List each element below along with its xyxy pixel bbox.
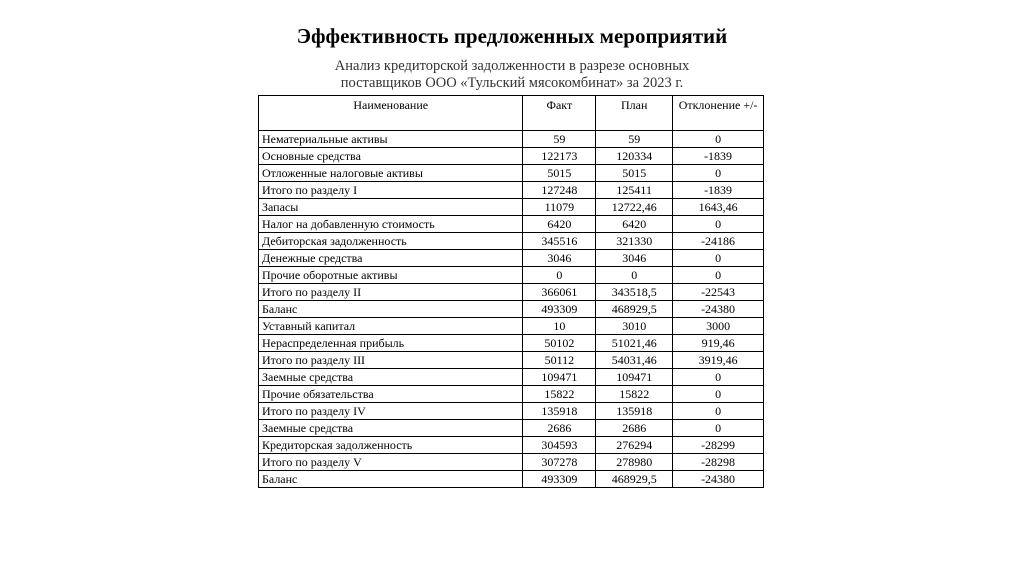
row-plan: 12722,46	[596, 199, 673, 216]
row-name: Уставный капитал	[259, 318, 523, 335]
table-row	[259, 369, 764, 386]
row-name: Нематериальные активы	[259, 131, 523, 148]
row-plan: 321330	[596, 233, 673, 250]
row-fact: 11079	[523, 199, 596, 216]
table-row	[259, 250, 764, 267]
table-row	[259, 318, 764, 335]
row-name: Итого по разделу IV	[259, 403, 523, 420]
row-name: Заемные средства	[259, 369, 523, 386]
row-fact: 50102	[523, 335, 596, 352]
row-deviation: 3000	[673, 318, 764, 335]
table-row	[259, 148, 764, 165]
row-plan: 109471	[596, 369, 673, 386]
table-row	[259, 437, 764, 454]
row-name: Дебиторская задолженность	[259, 233, 523, 250]
table-header-row	[259, 96, 764, 131]
row-fact: 122173	[523, 148, 596, 165]
row-deviation: 0	[673, 267, 764, 284]
header-plan: План	[596, 96, 673, 131]
table-row	[259, 182, 764, 199]
row-deviation: 0	[673, 420, 764, 437]
row-deviation: 1643,46	[673, 199, 764, 216]
row-name: Заемные средства	[259, 420, 523, 437]
row-deviation: 0	[673, 403, 764, 420]
row-name: Денежные средства	[259, 250, 523, 267]
row-deviation: 0	[673, 250, 764, 267]
row-deviation: 919,46	[673, 335, 764, 352]
table-row	[259, 386, 764, 403]
row-deviation: -28299	[673, 437, 764, 454]
row-fact: 3046	[523, 250, 596, 267]
row-fact: 10	[523, 318, 596, 335]
row-deviation: -24186	[673, 233, 764, 250]
table-caption-line-2: поставщиков ООО «Тульский мясокомбинат» за 2023 г.	[340, 75, 684, 91]
row-plan: 51021,46	[596, 335, 673, 352]
row-fact: 59	[523, 131, 596, 148]
row-fact: 127248	[523, 182, 596, 199]
table-row	[259, 199, 764, 216]
row-plan: 468929,5	[596, 471, 673, 488]
table-row	[259, 335, 764, 352]
table-row	[259, 267, 764, 284]
row-fact: 366061	[523, 284, 596, 301]
row-name: Баланс	[259, 471, 523, 488]
balance-table	[258, 95, 764, 488]
table-row	[259, 420, 764, 437]
row-fact: 493309	[523, 301, 596, 318]
row-fact: 5015	[523, 165, 596, 182]
row-deviation: 0	[673, 386, 764, 403]
row-fact: 493309	[523, 471, 596, 488]
row-fact: 109471	[523, 369, 596, 386]
table-row	[259, 233, 764, 250]
row-fact: 304593	[523, 437, 596, 454]
row-deviation: -24380	[673, 301, 764, 318]
row-plan: 15822	[596, 386, 673, 403]
row-name: Кредиторская задолженность	[259, 437, 523, 454]
row-plan: 343518,5	[596, 284, 673, 301]
header-fact: Факт	[523, 96, 596, 131]
row-deviation: 0	[673, 131, 764, 148]
header-name: Наименование	[259, 96, 523, 131]
table-row	[259, 301, 764, 318]
row-plan: 125411	[596, 182, 673, 199]
row-name: Итого по разделу V	[259, 454, 523, 471]
row-plan: 2686	[596, 420, 673, 437]
table-row	[259, 131, 764, 148]
row-name: Итого по разделу II	[259, 284, 523, 301]
row-name: Итого по разделу I	[259, 182, 523, 199]
row-plan: 468929,5	[596, 301, 673, 318]
row-plan: 3010	[596, 318, 673, 335]
row-deviation: 0	[673, 369, 764, 386]
row-fact: 6420	[523, 216, 596, 233]
row-plan: 59	[596, 131, 673, 148]
row-deviation: 0	[673, 216, 764, 233]
row-plan: 3046	[596, 250, 673, 267]
header-deviation: Отклонение +/-	[673, 96, 764, 131]
table-row	[259, 403, 764, 420]
row-plan: 120334	[596, 148, 673, 165]
row-name: Отложенные налоговые активы	[259, 165, 523, 182]
row-name: Прочие обязательства	[259, 386, 523, 403]
row-name: Прочие оборотные активы	[259, 267, 523, 284]
row-fact: 307278	[523, 454, 596, 471]
row-plan: 54031,46	[596, 352, 673, 369]
row-fact: 0	[523, 267, 596, 284]
row-deviation: 3919,46	[673, 352, 764, 369]
row-plan: 6420	[596, 216, 673, 233]
row-fact: 135918	[523, 403, 596, 420]
row-name: Основные средства	[259, 148, 523, 165]
table-row	[259, 352, 764, 369]
table-row	[259, 216, 764, 233]
row-plan: 0	[596, 267, 673, 284]
row-name: Нераспределенная прибыль	[259, 335, 523, 352]
row-deviation: -1839	[673, 148, 764, 165]
row-deviation: -1839	[673, 182, 764, 199]
row-fact: 15822	[523, 386, 596, 403]
table-row	[259, 284, 764, 301]
table-caption-line-1: Анализ кредиторской задолженности в разрезе основных	[334, 58, 690, 74]
table-row	[259, 165, 764, 182]
row-fact: 345516	[523, 233, 596, 250]
row-name: Баланс	[259, 301, 523, 318]
row-deviation: 0	[673, 165, 764, 182]
row-plan: 5015	[596, 165, 673, 182]
table-caption	[258, 58, 766, 92]
row-deviation: -24380	[673, 471, 764, 488]
row-plan: 276294	[596, 437, 673, 454]
table-row	[259, 454, 764, 471]
row-name: Налог на добавленную стоимость	[259, 216, 523, 233]
row-deviation: -28298	[673, 454, 764, 471]
row-plan: 135918	[596, 403, 673, 420]
row-name: Итого по разделу III	[259, 352, 523, 369]
row-deviation: -22543	[673, 284, 764, 301]
row-name: Запасы	[259, 199, 523, 216]
row-plan: 278980	[596, 454, 673, 471]
row-fact: 50112	[523, 352, 596, 369]
page-title: Эффективность предложенных мероприятий	[296, 24, 728, 48]
table-row	[259, 471, 764, 488]
table-body	[259, 131, 764, 488]
row-fact: 2686	[523, 420, 596, 437]
